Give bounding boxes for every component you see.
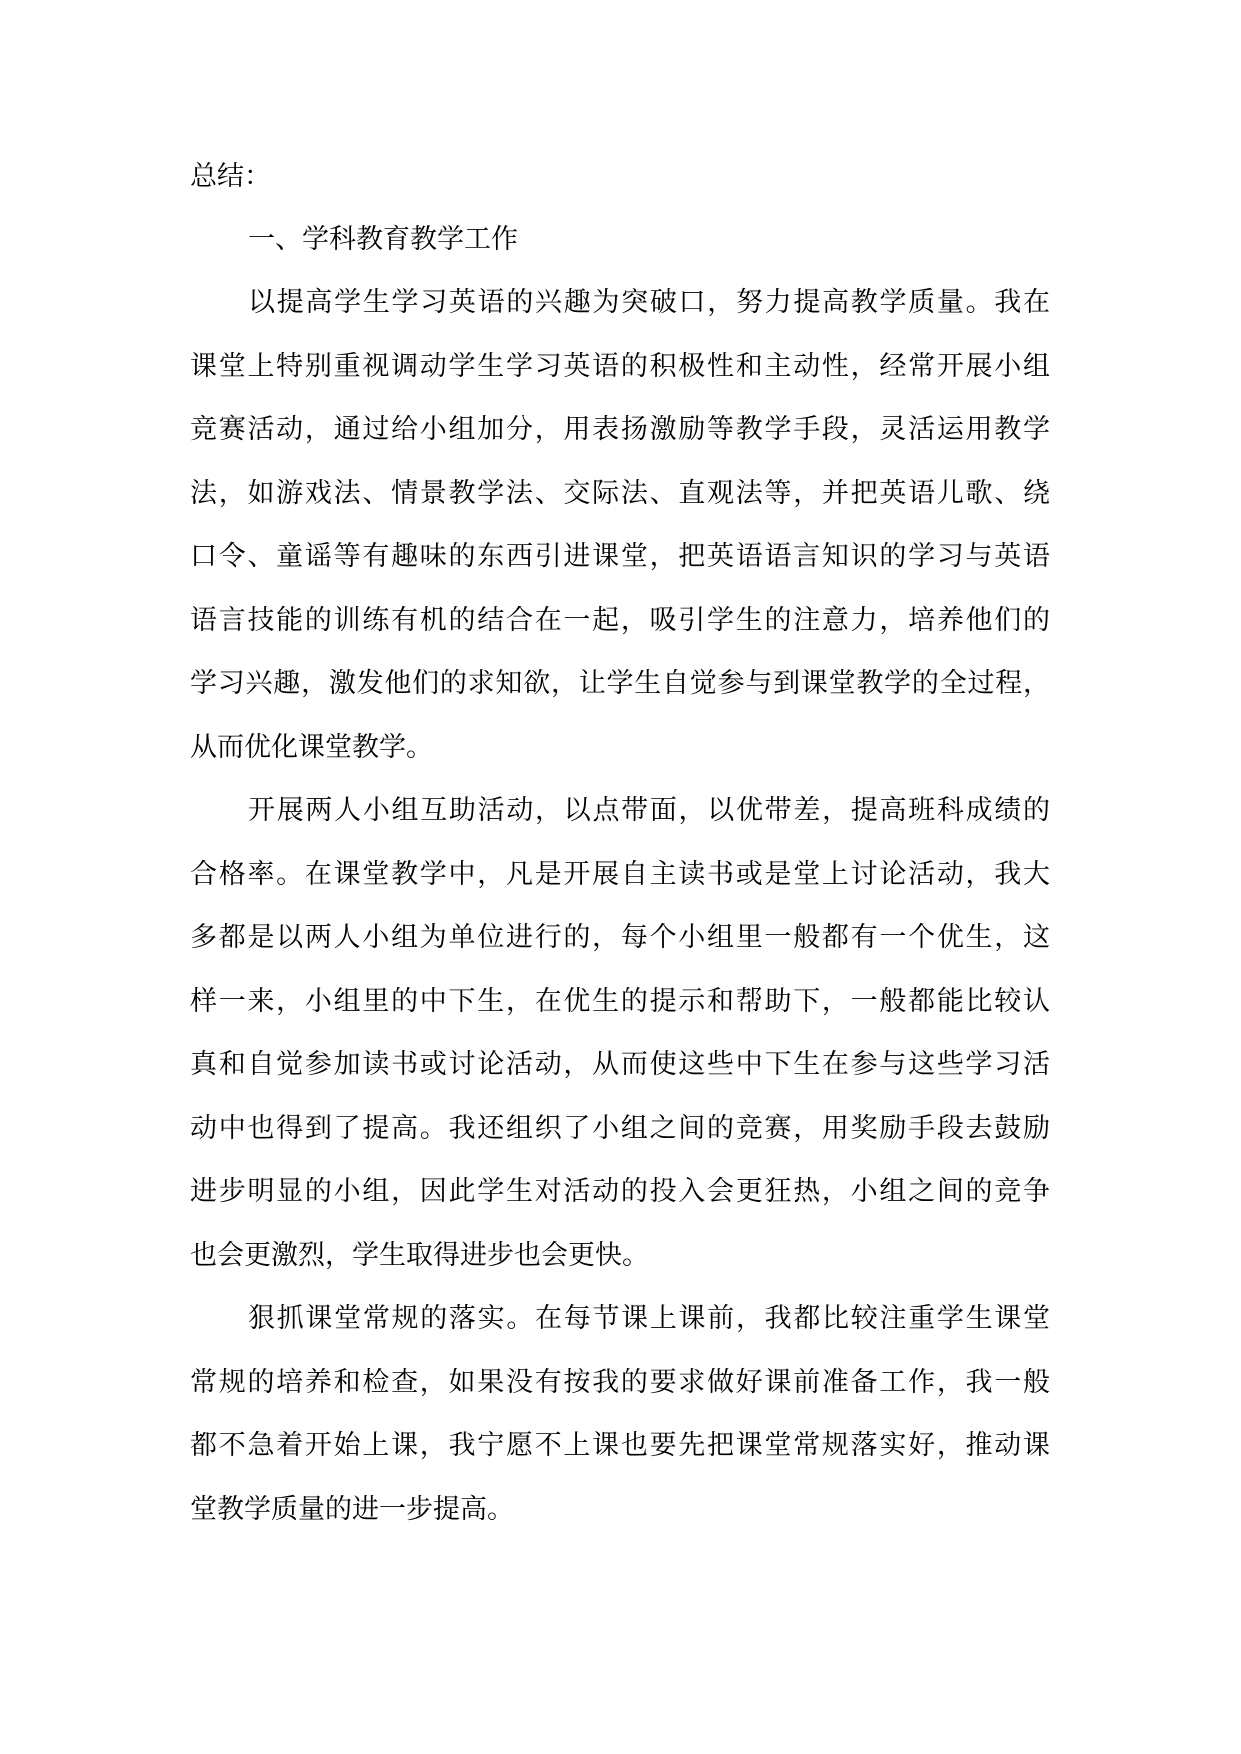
paragraph-3 bbox=[190, 1287, 1050, 1541]
paragraph-line: 进步明显的小组，因此学生对活动的投入会更狂热，小组之间的竞争 bbox=[190, 1176, 1050, 1207]
paragraph-line: 堂教学质量的进一步提高。 bbox=[190, 1493, 514, 1525]
paragraph-line: 以提高学生学习英语的兴趣为突破口，努力提高教学质量。我在 bbox=[248, 287, 1050, 318]
paragraph-line: 语言技能的训练有机的结合在一起，吸引学生的注意力，培养他们的 bbox=[190, 604, 1050, 636]
paragraph-line: 从而优化课堂教学。 bbox=[190, 731, 433, 763]
section-heading: 一、学科教育教学工作 bbox=[248, 224, 518, 255]
document-title: 总结： bbox=[190, 161, 271, 192]
paragraph-line: 开展两人小组互助活动，以点带面，以优带差，提高班科成绩的 bbox=[248, 795, 1050, 826]
paragraph-line: 竞赛活动，通过给小组加分，用表扬激励等教学手段，灵活运用教学 bbox=[190, 414, 1050, 445]
paragraph-line: 口令、童谣等有趣味的东西引进课堂，把英语语言知识的学习与英语 bbox=[190, 541, 1050, 572]
document-body bbox=[190, 145, 1050, 1541]
paragraph-line: 动中也得到了提高。我还组织了小组之间的竞赛，用奖励手段去鼓励 bbox=[190, 1112, 1050, 1144]
paragraph-line: 课堂上特别重视调动学生学习英语的积极性和主动性，经常开展小组 bbox=[190, 350, 1050, 382]
paragraph-line: 狠抓课堂常规的落实。在每节课上课前，我都比较注重学生课堂 bbox=[248, 1303, 1050, 1334]
paragraph-2 bbox=[190, 779, 1050, 1287]
paragraph-line: 合格率。在课堂教学中，凡是开展自主读书或是堂上讨论活动，我大 bbox=[190, 858, 1050, 890]
paragraph-line: 也会更激烈，学生取得进步也会更快。 bbox=[190, 1239, 649, 1271]
paragraph-line: 真和自觉参加读书或讨论活动，从而使这些中下生在参与这些学习活 bbox=[190, 1049, 1050, 1080]
paragraph-line: 常规的培养和检查，如果没有按我的要求做好课前准备工作，我一般 bbox=[190, 1366, 1050, 1398]
paragraph-line: 学习兴趣，激发他们的求知欲，让学生自觉参与到课堂教学的全过程， bbox=[190, 668, 1050, 699]
paragraph-line: 都不急着开始上课，我宁愿不上课也要先把课堂常规落实好，推动课 bbox=[190, 1430, 1050, 1461]
paragraph-line: 法，如游戏法、情景教学法、交际法、直观法等，并把英语儿歌、绕 bbox=[190, 477, 1050, 509]
paragraph-line: 多都是以两人小组为单位进行的，每个小组里一般都有一个优生，这 bbox=[190, 922, 1050, 953]
paragraph-line: 样一来，小组里的中下生，在优生的提示和帮助下，一般都能比较认 bbox=[190, 985, 1050, 1017]
paragraph-1 bbox=[190, 271, 1050, 779]
